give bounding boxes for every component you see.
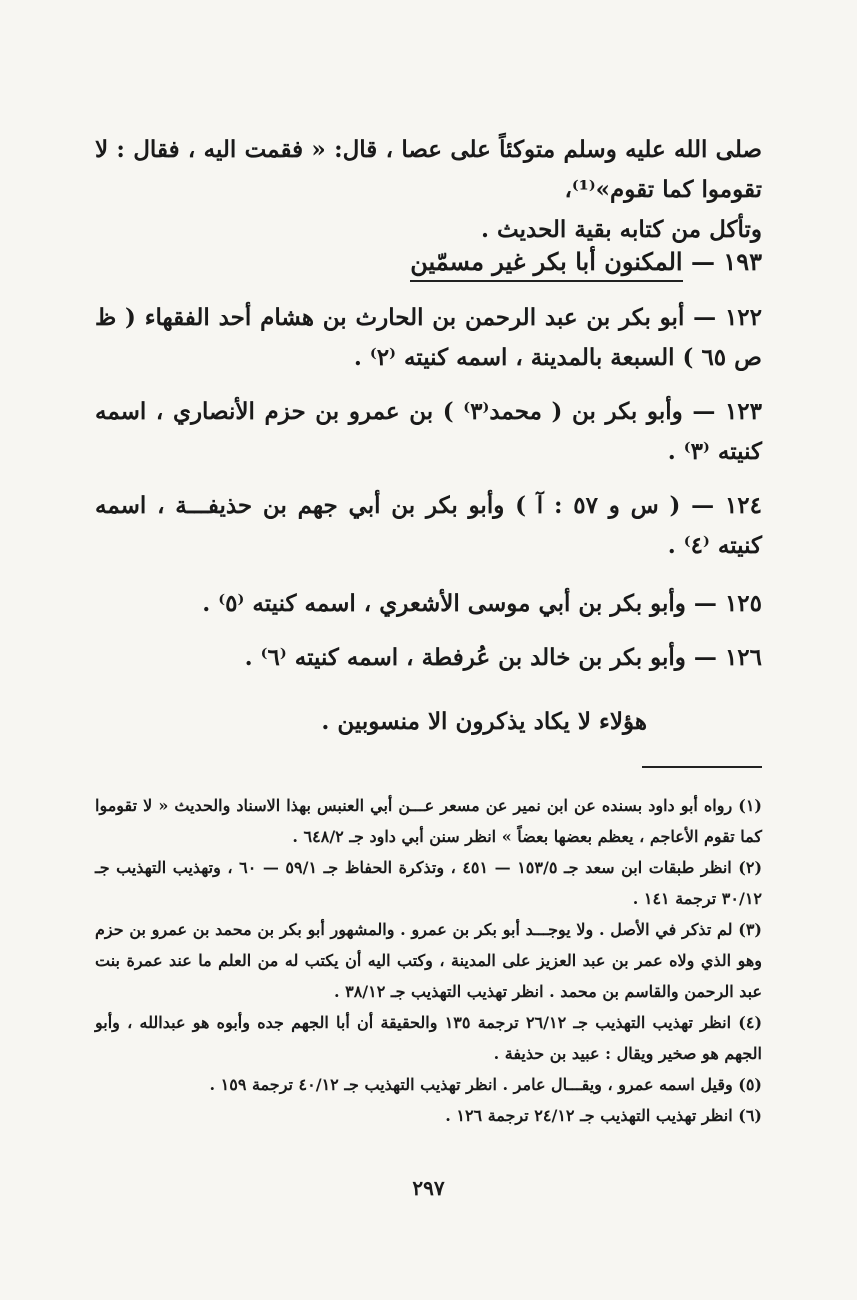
entry-text: ١٢٦ — وأبو بكر بن خالد بن عُرفطة ، اسمه كنيته ⁽٦⁾ .: [244, 644, 762, 671]
footnote-2: (٢) انظر طبقات ابن سعد جـ ١٥٣/٥ — ٤٥١ ، وتذكرة الحفاظ جـ ٥٩/١ — ٦٠ ، وتهذيب التهذيب جـ ٣٠/١٢ ترجمة ١٤١ .: [95, 858, 763, 908]
section-heading: [410, 240, 762, 284]
footnote-5: (٥) وقيل اسمه عمرو ، ويقـــال عامر . انظر تهذيب التهذيب جـ ٤٠/١٢ ترجمة ١٥٩ .: [209, 1075, 762, 1094]
page-number: ٢٩٧: [412, 1176, 445, 1200]
intro-paragraph: [95, 130, 762, 250]
entry-125: [95, 584, 762, 624]
entry-text: ١٢٣ — وأبو بكر بن ( محمد⁽٣⁾ ) بن عمرو بن حزم الأنصاري ، اسمه كنيته ⁽٣⁾ .: [95, 398, 763, 465]
entry-text: ١٢٥ — وأبو بكر بن أبي موسى الأشعري ، اسمه كنيته ⁽٥⁾ .: [202, 590, 762, 617]
footnote-3: (٣) لم تذكر في الأصل . ولا يوجـــد أبو بكر بن عمرو . والمشهور أبو بكر بن محمد بن عمرو بن حزم وهو الذي ولاه عمر بن عبد العزيز على المدينة ، وكتب اليه أن يكتب له من العلم ما عند عمرة بنت عبد الرحمن والقاسم بن محمد . انظر تهذيب التهذيب جـ ٣٨/١٢ .: [95, 920, 763, 1001]
entry-124: [95, 486, 762, 566]
intro-line-1: صلى الله عليه وسلم متوكئاً على عصا ، قال: « فقمت اليه ، فقال : لا تقوموا كما تقوم»⁽¹⁾،: [95, 136, 762, 203]
footnotes: [95, 790, 762, 1131]
entry-123: [95, 392, 762, 472]
section-title: المكنون أبا بكر غير مسمّين: [410, 247, 682, 282]
footnote-4: (٤) انظر تهذيب التهذيب جـ ٢٦/١٢ ترجمة ١٣٥ والحقيقة أن أبا الجهم جده وأبوه هو عبدالله ، وأبو الجهم هو صخير ويقال : عبيد بن حذيفة .: [95, 1013, 763, 1063]
intro-line-2: وتأكل من كتابه بقية الحديث .: [481, 216, 762, 243]
footnote-1: (١) رواه أبو داود بسنده عن ابن نمير عن مسعر عـــن أبي العنبس بهذا الاسناد والحديث « لا تقوموا كما تقوم الأعاجم ، يعظم بعضها بعضاً » انظر سنن أبي داود جـ ٦٤٨/٢ .: [95, 796, 762, 846]
section-number: ١٩٣ —: [690, 247, 762, 276]
entry-122: [95, 298, 762, 378]
entry-text: ١٢٤ — ( س و ٥٧ : آ ) وأبو بكر بن أبي جهم بن حذيفـــة ، اسمه كنيته ⁽٤⁾ .: [95, 492, 762, 559]
closing-sentence: هؤلاء لا يكاد يذكرون الا منسوبين .: [321, 708, 647, 735]
entry-text: ١٢٢ — أبو بكر بن عبد الرحمن بن الحارث بن هشام أحد الفقهاء ( ظ ص ٦٥ ) السبعة بالمدينة ، اسمه كنيته ⁽٢⁾ .: [95, 304, 762, 371]
footnote-separator: [642, 766, 762, 768]
footnote-6: (٦) انظر تهذيب التهذيب جـ ٢٤/١٢ ترجمة ١٢٦ .: [445, 1106, 762, 1125]
entry-126: [95, 638, 762, 678]
